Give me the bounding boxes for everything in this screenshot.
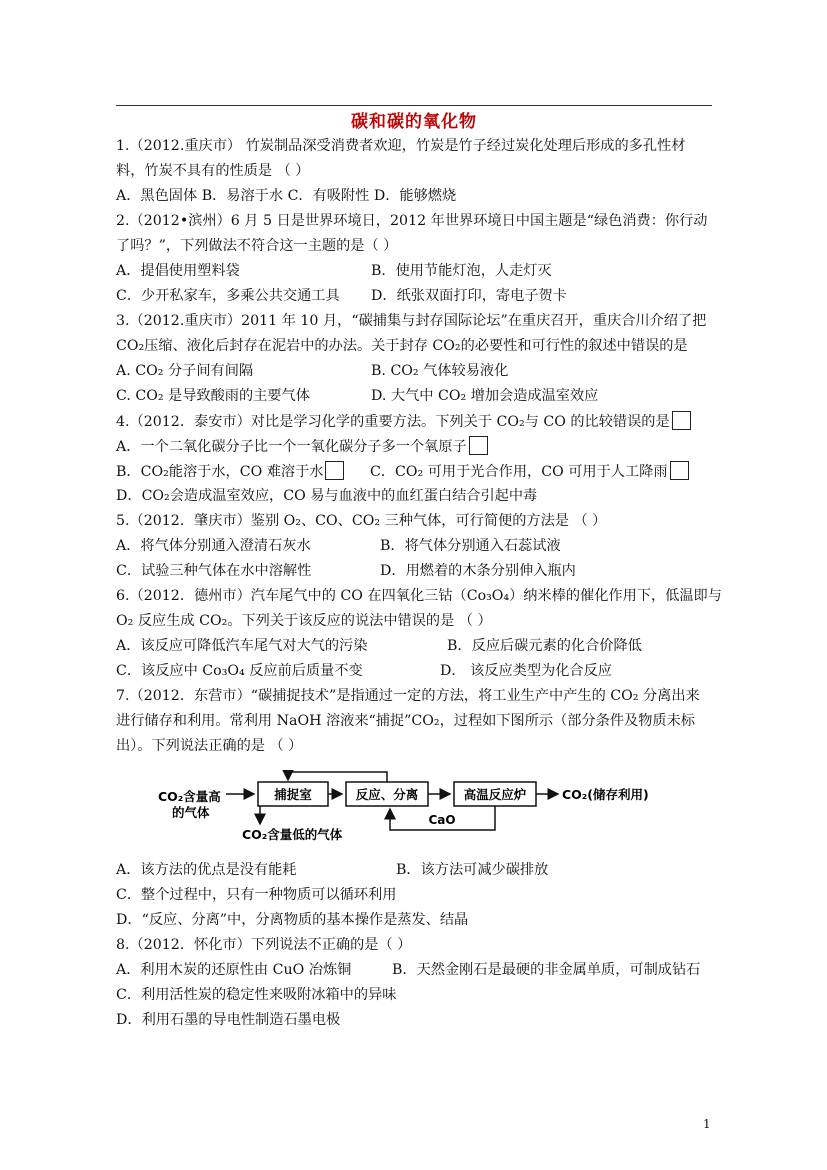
answer-box [670,461,689,480]
option-second-column [371,261,552,281]
line-text: C. CO₂ 是导致酸雨的主要气体 [116,388,310,404]
line-text: A．利用木炭的还原性由 CuO 冶炼铜 [116,962,352,978]
text-line [116,361,253,381]
line-text-2: B．将气体分别通入石蕊试液 [380,538,561,554]
text-line [116,461,344,482]
line-text: C．该反应中 Co₃O₄ 反应前后质量不变 [116,663,363,679]
input-gas-label-line2: 的气体 [172,805,210,820]
option-second-column [371,286,567,306]
option-second-column [392,960,700,980]
line-text: A．将气体分别通入澄清石灰水 [116,538,311,554]
furnace-label: 高温反应炉 [463,787,527,802]
line-text: D．CO₂会造成温室效应，CO 易与血液中的血红蛋白结合引起中毒 [116,488,538,504]
line-text: C．整个过程中，只有一种物质可以循环利用 [116,887,397,903]
text-line [116,411,691,432]
capture-chamber-label: 捕捉室 [274,787,312,802]
line-text-2: B. CO₂ 气体较易液化 [371,363,509,379]
option-second-column [371,386,598,406]
text-line [116,236,397,256]
line-text: 料，竹炭不具有的性质是 （ ） [116,163,310,179]
option-second-column [370,461,689,482]
line-text: 7.（2012．东营市）“碳捕捉技术”是指通过一定的方法，将工业生产中产生的 CO₂ 分离出来 [116,688,700,704]
option-second-column [396,860,548,880]
line-text-2: D．纸张双面打印，寄电子贺卡 [371,288,567,304]
text-line [116,885,396,905]
line-text: O₂ 反应生成 CO₂。下列关于该反应的说法中错误的是 （ ） [116,613,492,629]
output-label: CO₂(储存利用) [562,787,649,802]
line-text: D．“反应、分离”中，分离物质的基本操作是蒸发、结晶 [116,912,469,928]
text-line [116,586,722,606]
text-line [116,286,340,306]
text-line [116,211,707,231]
line-text: 进行储存和利用。常利用 NaOH 溶液来“捕捉”CO₂，过程如下图所示（部分条件及物质未标 [116,713,695,729]
text-line [116,935,411,955]
page-number: 1 [703,1117,711,1131]
text-line [116,161,309,181]
option-second-column [380,561,576,581]
text-line [116,336,688,356]
line-text: C．利用活性炭的稳定性来吸附冰箱中的异味 [116,987,397,1003]
text-line [116,486,537,506]
text-line [116,261,240,281]
line-text: B．CO₂能溶于水，CO 难溶于水 [116,464,324,480]
page-title: 碳和碳的氧化物 [351,112,477,132]
line-text: 4.（2012．泰安市）对比是学习化学的重要方法。下列关于 CO₂与 CO 的比较错误的是 [116,414,670,430]
option-second-column [447,636,642,656]
cao-label: CaO [428,813,456,827]
text-line [116,611,492,631]
option-second-column [440,661,612,681]
line-text: C．少开私家车，多乘公共交通工具 [116,288,340,304]
line-text: C．试验三种气体在水中溶解性 [116,563,312,579]
line-text: 了吗？”，下列做法不符合这一主题的是（ ） [116,238,398,254]
line-text-2: D. 大气中 CO₂ 增加会造成温室效应 [371,388,599,404]
text-line [116,636,367,656]
text-line [116,711,695,731]
line-text-2: C．CO₂ 可用于光合作用，CO 可用于人工降雨 [370,464,668,480]
text-line [116,311,706,331]
line-text-2: B．反应后碳元素的化合价降低 [447,638,642,654]
option-second-column [380,536,561,556]
text-line [116,1010,340,1030]
answer-box [325,461,344,480]
line-text: 2.（2012•滨州）6 月 5 日是世界环境日，2012 年世界环境日中国主题是“绿色消费：你行动 [116,213,708,229]
text-line [116,910,468,930]
input-gas-label-line1: CO₂含量高 [158,789,221,804]
line-text: 出）。下列说法正确的是 （ ） [116,738,303,754]
line-text: 8.（2012．怀化市）下列说法不正确的是（ ） [116,937,412,953]
line-text: 6.（2012．德州市）汽车尾气中的 CO 在四氧化三钴（Co₃O₄）纳米棒的催化作用下，低温即与 [116,588,722,604]
line-text: A．一个二氧化碳分子比一个一氧化碳分子多一个氧原子 [116,439,467,455]
text-line [116,860,297,880]
line-text: A．该反应可降低汽车尾气对大气的污染 [116,638,368,654]
answer-box [672,411,691,430]
line-text: 5.（2012．肇庆市）鉴别 O₂、CO、CO₂ 三种气体，可行简便的方法是 （ ） [116,513,607,529]
line-text: 1.（2012.重庆市） 竹炭制品深受消费者欢迎，竹炭是竹子经过炭化处理后形成的多孔性材 [116,138,686,154]
text-line [116,386,310,406]
line-text: A．提倡使用塑料袋 [116,263,240,279]
line-text-2: B．使用节能灯泡，人走灯灭 [371,263,552,279]
line-text: A．黑色固体 B．易溶于水 C．有吸附性 D．能够燃烧 [116,188,457,204]
reaction-separation-label: 反应、分离 [355,787,419,802]
top-rule [116,105,712,106]
line-text: A. CO₂ 分子间有间隔 [116,363,254,379]
text-line [116,736,302,756]
line-text: A．该方法的优点是没有能耗 [116,862,297,878]
text-line [116,960,351,980]
text-line [116,686,700,706]
carbon-capture-diagram [150,770,710,842]
text-line [116,561,311,581]
line-text-2: B．天然金刚石是最硬的非金属单质，可制成钻石 [392,962,701,978]
text-line [116,186,456,206]
text-line [116,536,311,556]
text-line [116,985,396,1005]
text-line [116,511,606,531]
text-line [116,136,685,156]
line-text: CO₂压缩、液化后封存在泥岩中的办法。关于封存 CO₂的必要性和可行性的叙述中错误的是 [116,338,688,354]
option-second-column [371,361,508,381]
line-text: D．利用石墨的导电性制造石墨电极 [116,1012,341,1028]
low-co2-gas-label: CO₂含量低的气体 [242,827,343,842]
line-text-2: B．该方法可减少碳排放 [396,862,549,878]
line-text: 3.（2012.重庆市）2011 年 10 月，“碳捕集与封存国际论坛”在重庆召开，重庆合川介绍了把 [116,313,707,329]
text-line [116,436,488,457]
answer-box [469,436,488,455]
line-text-2: D． 该反应类型为化合反应 [440,663,612,679]
line-text-2: D．用燃着的木条分别伸入瓶内 [380,563,576,579]
text-line [116,661,363,681]
